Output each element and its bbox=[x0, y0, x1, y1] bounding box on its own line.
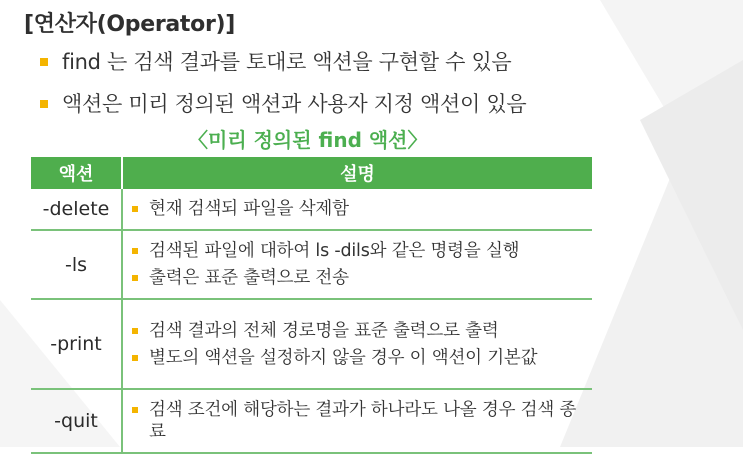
table-row bbox=[31, 299, 592, 389]
table-row bbox=[31, 230, 592, 299]
description-item: 별도의 액션을 설정하지 않을 경우 이 액션이 기본값 bbox=[131, 347, 592, 369]
table-row bbox=[31, 189, 592, 230]
actions-table bbox=[31, 157, 592, 454]
description-item: 출력은 표준 출력으로 전송 bbox=[131, 267, 592, 289]
description-item: 검색 조건에 해당하는 결과가 하나라도 나올 경우 검색 종료 bbox=[131, 399, 592, 443]
table-row bbox=[31, 389, 592, 453]
description-item: 검색된 파일에 대하여 ls -dils와 같은 명령을 실행 bbox=[131, 240, 592, 262]
bullet-item: 액션은 미리 정의된 액션과 사용자 지정 액션이 있음 bbox=[40, 87, 526, 129]
description-item: 현재 검색되 파일을 삭제함 bbox=[131, 198, 592, 220]
header-description: 설명 bbox=[122, 157, 592, 189]
action-name: -ls bbox=[31, 230, 122, 299]
action-description bbox=[122, 299, 592, 389]
action-name: -delete bbox=[31, 189, 122, 230]
description-item: 검색 결과의 전체 경로명을 표준 출력으로 출력 bbox=[131, 320, 592, 342]
action-description bbox=[122, 230, 592, 299]
action-name: -print bbox=[31, 299, 122, 389]
header-action: 액션 bbox=[31, 157, 122, 189]
action-name: -quit bbox=[31, 389, 122, 453]
action-description bbox=[122, 189, 592, 230]
table-header-row bbox=[31, 157, 592, 189]
page-title: [연산자(Operator)] bbox=[24, 12, 236, 37]
action-description bbox=[122, 389, 592, 453]
bullet-item: find 는 검색 결과를 토대로 액션을 구현할 수 있음 bbox=[40, 45, 526, 87]
bullet-list bbox=[40, 45, 526, 129]
table-caption: 〈미리 정의된 find 액션〉 bbox=[188, 128, 428, 152]
